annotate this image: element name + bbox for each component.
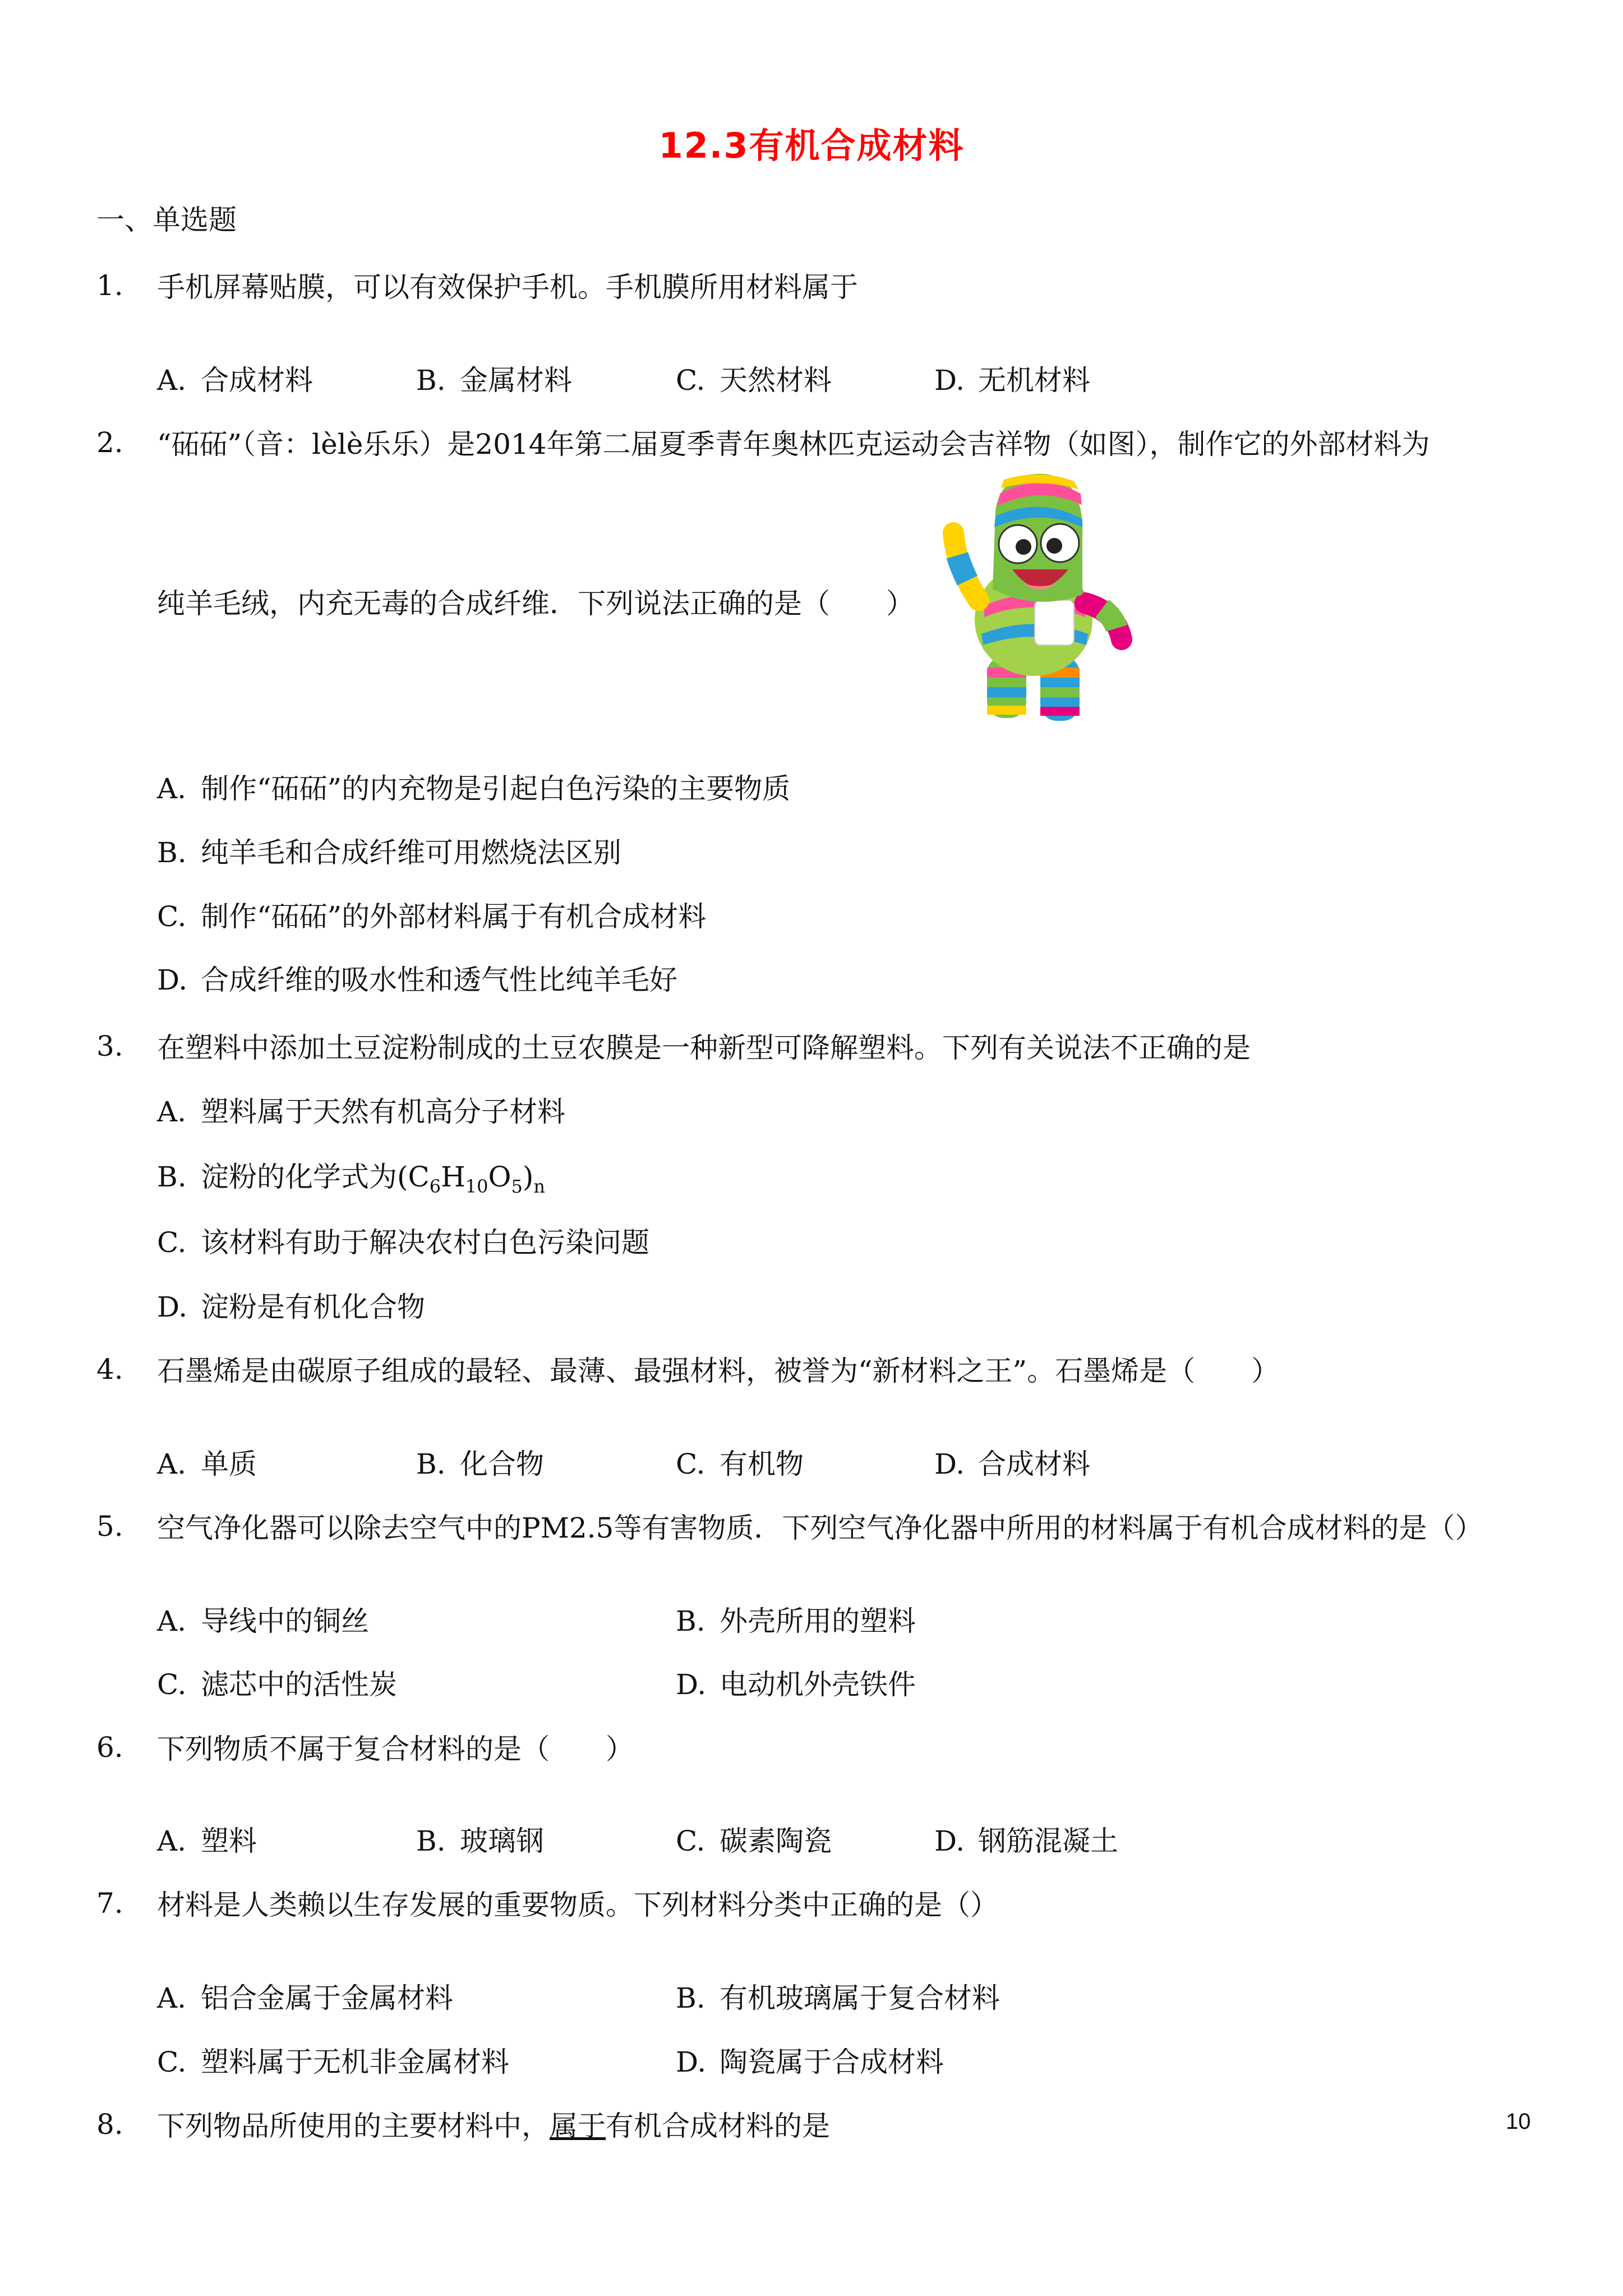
- option-b[interactable]: B. 有机玻璃属于复合材料: [676, 1982, 1000, 2014]
- option-b[interactable]: B. 外壳所用的塑料: [676, 1605, 916, 1637]
- option-c[interactable]: C. 制作“砳砳”的外部材料属于有机合成材料: [157, 900, 707, 933]
- option-d[interactable]: D. 陶瓷属于合成材料: [676, 2046, 944, 2078]
- option-a[interactable]: A. 铝合金属于金属材料: [157, 1982, 453, 2014]
- question-number: 2.: [96, 426, 123, 459]
- question-stem: 在塑料中添加土豆淀粉制成的土豆农膜是一种新型可降解塑料。下列有关说法不正确的是: [157, 1032, 1251, 1064]
- question-number: 1.: [96, 269, 123, 302]
- option-c[interactable]: C. 该材料有助于解决农村白色污染问题: [157, 1226, 649, 1259]
- option-a[interactable]: A. 导线中的铜丝: [157, 1605, 369, 1637]
- section-heading: 一、单选题: [96, 204, 237, 236]
- option-a[interactable]: A. 塑料: [157, 1825, 257, 1857]
- question-stem-line-2: 纯羊毛绒，内充无毒的合成纤维．下列说法正确的是（ ）: [157, 587, 914, 620]
- option-c[interactable]: C. 碳素陶瓷: [676, 1825, 832, 1857]
- option-a[interactable]: A. 塑料属于天然有机高分子材料: [157, 1096, 565, 1128]
- question-number: 3.: [96, 1030, 123, 1062]
- question-number: 4.: [96, 1353, 123, 1386]
- page-number: 10: [1506, 2109, 1531, 2134]
- option-d[interactable]: D. 合成材料: [934, 1448, 1090, 1480]
- option-d[interactable]: D. 无机材料: [934, 364, 1090, 397]
- question-stem: 下列物质不属于复合材料的是（ ）: [157, 1733, 634, 1765]
- option-a[interactable]: A. 单质: [157, 1448, 257, 1480]
- option-d[interactable]: D. 钢筋混凝土: [934, 1825, 1118, 1857]
- question-stem: 手机屏幕贴膜，可以有效保护手机。手机膜所用材料属于: [157, 271, 858, 303]
- option-b[interactable]: B. 淀粉的化学式为$(C_6H_{10}O_5)_n$: [157, 1161, 545, 1197]
- option-b[interactable]: B. 化合物: [416, 1448, 544, 1480]
- mascot-image: [934, 471, 1136, 729]
- option-c[interactable]: C. 天然材料: [676, 364, 832, 397]
- option-d[interactable]: D. 电动机外壳铁件: [676, 1668, 916, 1701]
- document-title: 12.3有机合成材料: [658, 125, 965, 166]
- question-stem: 空气净化器可以除去空气中的PM2.5等有害物质．下列空气净化器中所用的材料属于有机合成材料的是（）: [157, 1512, 1483, 1544]
- option-c[interactable]: C. 滤芯中的活性炭: [157, 1668, 397, 1701]
- question-number: 7.: [96, 1887, 123, 1920]
- question-number: 5.: [96, 1510, 123, 1543]
- option-b[interactable]: B. 金属材料: [416, 364, 572, 397]
- option-a[interactable]: A. 合成材料: [157, 364, 313, 397]
- option-c[interactable]: C. 有机物: [676, 1448, 804, 1480]
- chemical-formula: $(C_6H_{10}O_5)_n$: [397, 1161, 545, 1197]
- option-d[interactable]: D. 淀粉是有机化合物: [157, 1291, 425, 1323]
- question-number: 8.: [96, 2108, 123, 2141]
- option-c[interactable]: C. 塑料属于无机非金属材料: [157, 2046, 509, 2078]
- question-stem: 材料是人类赖以生存发展的重要物质。下列材料分类中正确的是（）: [157, 1889, 998, 1921]
- question-stem: 下列物品所使用的主要材料中，属于有机合成材料的是: [157, 2110, 830, 2142]
- option-d[interactable]: D. 合成纤维的吸水性和透气性比纯羊毛好: [157, 964, 677, 996]
- question-stem: 石墨烯是由碳原子组成的最轻、最薄、最强材料，被誉为“新材料之王”。石墨烯是（ ）: [157, 1355, 1280, 1387]
- option-a[interactable]: A. 制作“砳砳”的内充物是引起白色污染的主要物质: [157, 772, 791, 805]
- option-b[interactable]: B. 纯羊毛和合成纤维可用燃烧法区别: [157, 836, 621, 869]
- option-b[interactable]: B. 玻璃钢: [416, 1825, 544, 1857]
- question-number: 6.: [96, 1731, 123, 1764]
- question-stem: “砳砳”（音：lèlè乐乐）是2014年第二届夏季青年奥林匹克运动会吉祥物（如图），制作它的外部材料为: [157, 428, 1430, 461]
